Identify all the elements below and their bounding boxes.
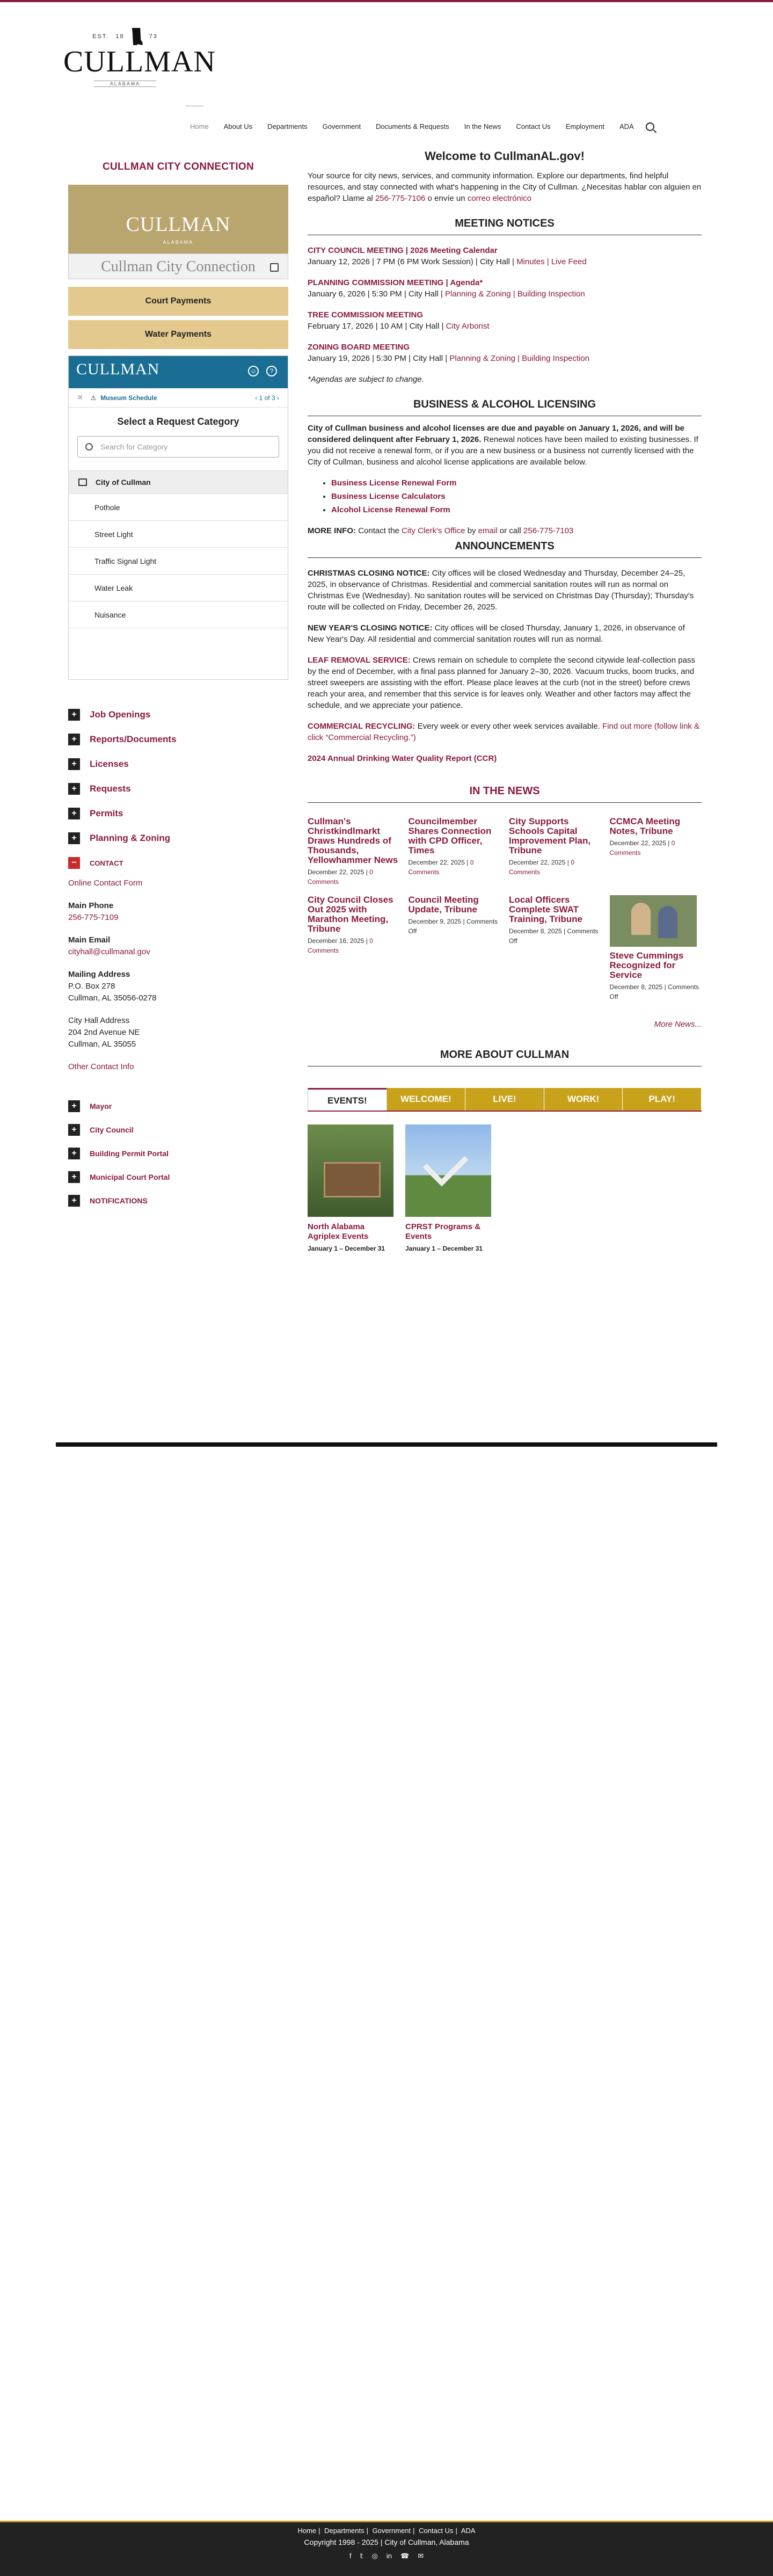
accordion-licenses[interactable] <box>68 752 288 777</box>
connection-sub: ALABAMA <box>163 240 194 245</box>
news-comments[interactable]: 0 Comments <box>408 859 474 876</box>
logo-est <box>63 28 187 45</box>
linkedin-icon[interactable]: in <box>386 2552 392 2560</box>
accordion-contact[interactable] <box>68 855 288 871</box>
announcement <box>308 655 702 711</box>
news-item[interactable]: Cullman's Christkindlmarkt Draws Hundreds of Thousands, Yellowhammer News December 22, 2025 | 0 Comments <box>308 817 400 887</box>
request-header <box>69 356 288 388</box>
announcement-label: CHRISTMAS CLOSING NOTICE: <box>308 569 430 578</box>
meeting-title[interactable]: ZONING BOARD MEETING <box>308 343 410 352</box>
accordion-label: Job Openings <box>90 709 151 720</box>
news-title[interactable]: Councilmember Shares Connection with CPD Officer, Times <box>408 816 492 855</box>
news-heading: IN THE NEWS <box>308 786 702 803</box>
news-comments[interactable]: 0 Comments <box>509 859 574 876</box>
license-text: Renewal notices have been mailed to existing businesses. If you did not receive a renewal form, or if you are a new business or a business not currently licensed with the City of Cullman, business and alcohol license applications are available below. <box>308 435 698 467</box>
meeting-item <box>308 342 702 364</box>
accordion-building-permit[interactable] <box>68 1142 288 1165</box>
nav-about[interactable]: About Us <box>223 122 253 130</box>
mail-line1: P.O. Box 278 <box>68 982 115 991</box>
plus-icon: + <box>68 734 80 745</box>
event-date: January 1 – December 31 <box>405 1245 483 1252</box>
accordion-label: Licenses <box>90 759 129 769</box>
clerk-email-link[interactable]: email <box>478 526 498 535</box>
plus-icon: + <box>68 1124 80 1136</box>
meeting-line: February 17, 2026 | 10 AM | City Hall | <box>308 322 444 331</box>
sidebar <box>68 161 288 1213</box>
footer-link[interactable]: Home <box>297 2527 317 2535</box>
content-bottom-rule <box>56 1442 717 1447</box>
more-info <box>308 525 702 536</box>
expand-icon[interactable] <box>270 263 279 272</box>
announcement-text: Every week or every other week services available. <box>417 722 600 731</box>
news-grid <box>308 817 702 1002</box>
news-title[interactable]: Local Officers Complete SWAT Training, Tribune <box>509 895 582 924</box>
announcement-text: Crews remain on schedule to complete the second citywide leaf-collection pass by the end of December, with a final pass planned for January 2–30, 2026. Vacuum trucks, boom trucks, and street sweepers are assisting with the effort. Please place leaves at the curb (not in the street) before crews reach your area, and remember that this service is for leaves only. Weather and other factors may affect the schedule, and we appreciate your patience. <box>308 656 695 710</box>
intro-email-link[interactable]: correo electrónico <box>467 194 531 203</box>
plus-icon: + <box>68 758 80 770</box>
meeting-line: January 19, 2026 | 5:30 PM | City Hall | <box>308 354 448 363</box>
news-item[interactable]: Steve Cummings Recognized for Service December 8, 2025 | Comments Off <box>610 895 702 1002</box>
event-image[interactable] <box>405 1124 491 1217</box>
search-placeholder: Search for Category <box>100 442 168 451</box>
nav-documents[interactable]: Documents & Requests <box>376 122 449 130</box>
option-traffic-signal[interactable]: Traffic Signal Light <box>69 548 288 575</box>
email-label: Main Email <box>68 935 111 945</box>
contact-block <box>68 877 288 1073</box>
nav-ada[interactable]: ADA <box>619 122 634 130</box>
connection-strip: Cullman City Connection <box>68 253 288 279</box>
tab-events[interactable]: EVENTS! <box>308 1088 387 1111</box>
nav-contact[interactable]: Contact Us <box>516 122 551 130</box>
meetings-heading: MEETING NOTICES <box>308 218 702 235</box>
announcements-heading: ANNOUNCEMENTS <box>308 541 702 558</box>
license-section <box>308 423 702 536</box>
site-logo[interactable] <box>63 28 216 98</box>
news-item[interactable]: CCMCA Meeting Notes, Tribune December 22, 2025 | 0 Comments <box>610 817 702 887</box>
minus-icon: − <box>68 857 80 869</box>
accordion-label: Mayor <box>90 1102 112 1111</box>
announcement-label: LEAF REMOVAL SERVICE: <box>308 656 411 665</box>
news-title[interactable]: City Supports Schools Capital Improvement Plan, Tribune <box>509 816 591 855</box>
news-item[interactable]: City Council Closes Out 2025 with Marathon Meeting, Tribune December 16, 2025 | 0 Comments <box>308 895 400 1002</box>
accordion-requests[interactable] <box>68 777 288 801</box>
news-comments: Comments Off <box>609 983 699 1000</box>
agenda-note: *Agendas are subject to change. <box>308 375 424 384</box>
meeting-item <box>308 309 702 332</box>
hall-line2: Cullman, AL 35055 <box>68 1040 136 1049</box>
news-title[interactable]: Cullman's Christkindlmarkt Draws Hundreds of Thousands, Yellowhammer News <box>308 816 398 865</box>
accordion-label: CONTACT <box>90 859 123 867</box>
accordion-label: Permits <box>90 808 123 818</box>
meeting-links[interactable]: Minutes | Live Feed <box>516 257 587 266</box>
plus-icon: + <box>68 1195 80 1207</box>
recycling-link[interactable]: Find out more (follow link & click “Commercial Recycling.”) <box>308 722 699 742</box>
footer-link[interactable]: Contact Us <box>419 2527 454 2535</box>
license-link[interactable]: Business License Renewal Form <box>331 478 457 488</box>
news-title[interactable]: Steve Cummings Recognized for Service <box>609 950 684 980</box>
accordion-planning[interactable] <box>68 826 288 851</box>
plus-icon: + <box>68 1148 80 1159</box>
footer-link[interactable]: Government <box>372 2527 411 2535</box>
plus-icon: + <box>68 832 80 844</box>
news-comments: Comments Off <box>509 927 599 945</box>
tab-welcome[interactable]: WELCOME! <box>387 1088 466 1111</box>
logo-name: CULLMAN <box>63 45 216 78</box>
announcement-label: COMMERCIAL RECYCLING: <box>308 722 415 731</box>
accordion-council[interactable] <box>68 1118 288 1142</box>
nav-divider <box>185 105 203 107</box>
announcement <box>308 622 702 645</box>
plus-icon: + <box>68 1100 80 1112</box>
news-date: December 8, 2025 <box>609 983 663 991</box>
request-title: Select a Request Category <box>117 416 239 427</box>
news-date: December 22, 2025 <box>308 868 364 876</box>
intro-text <box>308 170 702 204</box>
pager[interactable]: ‹ 1 of 3 › <box>255 394 279 402</box>
more-info-or: or call <box>499 526 521 535</box>
meeting-links[interactable]: Planning & Zoning | Building Inspection <box>444 289 585 299</box>
court-payments-button[interactable]: Court Payments <box>68 287 288 316</box>
category-city[interactable] <box>69 470 288 494</box>
license-link[interactable]: Business License Calculators <box>331 492 446 501</box>
request-subbar <box>69 388 288 408</box>
news-comments[interactable]: 0 Comments <box>308 937 373 954</box>
accordion-mayor[interactable] <box>68 1094 288 1118</box>
intro-phone-link[interactable]: 256-775-7106 <box>375 194 426 203</box>
logo-year2: 73 <box>149 33 158 40</box>
phone-icon[interactable]: ☎ <box>400 2552 410 2560</box>
category-label: City of Cullman <box>96 478 151 487</box>
footer-link[interactable]: Departments <box>324 2527 364 2535</box>
main-nav <box>183 119 654 134</box>
news-item[interactable]: City Supports Schools Capital Improvement Plan, Tribune December 22, 2025 | 0 Comments <box>509 817 601 887</box>
clerk-link[interactable]: City Clerk's Office <box>402 526 465 535</box>
search-icon <box>85 443 93 451</box>
announcement <box>308 568 702 613</box>
instagram-icon[interactable]: ◎ <box>371 2552 378 2560</box>
accordion-label: Municipal Court Portal <box>90 1173 170 1181</box>
accordion-label: Building Permit Portal <box>90 1149 169 1158</box>
news-date: December 22, 2025 <box>609 839 666 847</box>
contact-form-link[interactable]: Online Contact Form <box>68 879 143 888</box>
warning-icon: ⚠ <box>90 394 97 402</box>
news-comments[interactable]: 0 Comments <box>308 868 373 886</box>
event-title[interactable]: CPRST Programs & Events <box>405 1222 481 1241</box>
request-logo: CULLMAN <box>76 360 160 378</box>
building-icon <box>78 478 87 486</box>
accordion-label: Planning & Zoning <box>90 833 171 843</box>
accordion-permits[interactable] <box>68 801 288 826</box>
plus-icon: + <box>68 783 80 795</box>
plus-icon: + <box>68 808 80 819</box>
announcement-text: City offices will be closed Wednesday and Thursday, December 24–25, 2025, in observance of Christmas. Residential and commercial sanitation routes will run as normal on Christmas Eve (Wednesday). No sanitation routes will be serviced on Christmas Day (Thursday); Thursday's route will be collected on Friday, December 26, 2025. <box>308 569 694 612</box>
more-info-text: Contact the <box>358 526 399 535</box>
license-heading: BUSINESS & ALCOHOL LICENSING <box>308 399 702 416</box>
tab-live[interactable]: LIVE! <box>465 1088 544 1111</box>
accordion-municipal-court[interactable] <box>68 1165 288 1189</box>
announcement-label: NEW YEAR'S CLOSING NOTICE: <box>308 623 433 633</box>
accordion-jobs[interactable] <box>68 702 288 727</box>
schedule-link[interactable]: Museum Schedule <box>100 394 157 402</box>
meeting-title[interactable]: CITY COUNCIL MEETING | 2026 Meeting Calendar <box>308 246 498 255</box>
news-item[interactable]: Council Meeting Update, Tribune December 9, 2025 | Comments Off <box>409 895 501 1002</box>
news-date: December 16, 2025 <box>308 937 364 945</box>
news-comments[interactable]: 0 Comments <box>609 839 675 857</box>
option-pothole[interactable]: Pothole <box>69 494 288 521</box>
news-item[interactable]: Councilmember Shares Connection with CPD Officer, Times December 22, 2025 | 0 Comments <box>409 817 501 887</box>
about-tabs <box>308 1088 702 1112</box>
nav-news[interactable]: In the News <box>464 122 501 130</box>
email-link[interactable]: cityhall@cullmanal.gov <box>68 947 150 956</box>
accordion-notifications[interactable] <box>68 1189 288 1213</box>
social-links <box>0 2552 773 2560</box>
twitter-icon[interactable]: 𝕥 <box>360 2552 363 2560</box>
pager-label: 1 of 3 <box>259 394 275 402</box>
city-connection-banner[interactable] <box>68 185 288 279</box>
more-news-link[interactable]: More News... <box>654 1020 702 1029</box>
meeting-links[interactable]: Planning & Zoning | Building Inspection <box>449 354 590 363</box>
welcome-heading: Welcome to CullmanAL.gov! <box>425 149 585 163</box>
plus-icon: + <box>68 709 80 721</box>
intro-body: Your source for city news, services, and community information. Explore our departments, find helpful resources, and stay connected with what's happening in the City of Cullman. ¿Necesitas hablar con alguien en español? Llame al <box>308 171 702 203</box>
accordion-label: NOTIFICATIONS <box>90 1196 148 1205</box>
news-date: December 22, 2025 <box>509 859 566 866</box>
main-content <box>308 150 702 1253</box>
connection-logo: CULLMAN <box>126 213 231 236</box>
license-bold: City of Cullman business and alcohol licenses are due and payable on January 1, 2026, and will be considered delinquent after February 1, 2026. <box>308 424 684 444</box>
announcement <box>308 721 702 743</box>
hall-label: City Hall Address <box>68 1016 130 1025</box>
option-water-leak[interactable]: Water Leak <box>69 575 288 601</box>
plus-icon: + <box>68 1171 80 1183</box>
news-date: December 22, 2025 <box>408 859 465 866</box>
account-icon[interactable]: ☺ <box>248 366 259 376</box>
mail-line2: Cullman, AL 35056-0278 <box>68 993 157 1003</box>
announcements <box>308 568 702 764</box>
nav-government[interactable]: Government <box>322 122 361 130</box>
news-comments: Comments Off <box>408 918 498 935</box>
sidebar-accordion2 <box>68 1094 288 1213</box>
close-icon[interactable]: × <box>77 392 83 403</box>
tab-play[interactable]: PLAY! <box>623 1088 702 1111</box>
nav-departments[interactable]: Departments <box>267 122 308 130</box>
meeting-links[interactable]: City Arborist <box>446 322 490 331</box>
meeting-title[interactable]: TREE COMMISSION MEETING <box>308 310 424 320</box>
hall-line1: 204 2nd Avenue NE <box>68 1028 140 1037</box>
category-search-input[interactable] <box>77 436 279 458</box>
more-info-label: MORE INFO: <box>308 526 356 535</box>
news-title[interactable]: City Council Closes Out 2025 with Marathon Meeting, Tribune <box>308 895 393 934</box>
event-card[interactable] <box>405 1124 491 1253</box>
clerk-phone-link[interactable]: 256-775-7103 <box>523 526 574 535</box>
water-report-link[interactable]: 2024 Annual Drinking Water Quality Report (CCR) <box>308 754 497 763</box>
sidebar-title: CULLMAN CITY CONNECTION <box>102 161 254 172</box>
site-footer <box>0 2521 773 2576</box>
logo-est-label: EST. <box>92 33 110 40</box>
news-title[interactable]: CCMCA Meeting Notes, Tribune <box>609 816 681 836</box>
license-link[interactable]: Alcohol License Renewal Form <box>331 505 450 514</box>
meeting-line: January 12, 2026 | 7 PM (6 PM Work Session) | City Hall | <box>308 257 514 266</box>
tab-work[interactable]: WORK! <box>544 1088 623 1111</box>
logo-state: ALABAMA <box>94 81 157 87</box>
accordion-label: Requests <box>90 783 131 794</box>
event-card[interactable] <box>308 1124 393 1253</box>
phone-label: Main Phone <box>68 901 114 910</box>
news-date: December 9, 2025 <box>408 918 462 925</box>
accordion-reports[interactable] <box>68 727 288 752</box>
meeting-item <box>308 245 702 267</box>
facebook-icon[interactable]: f <box>349 2552 352 2560</box>
search-icon[interactable] <box>646 122 654 131</box>
license-links <box>331 477 702 516</box>
water-payments-button[interactable]: Water Payments <box>68 320 288 349</box>
top-accent-bar <box>0 0 773 2</box>
help-icon[interactable]: ? <box>266 366 277 376</box>
other-contact-link[interactable]: Other Contact Info <box>68 1062 134 1071</box>
mail-icon[interactable]: ✉ <box>418 2552 424 2560</box>
mail-label: Mailing Address <box>68 970 130 979</box>
events-list <box>308 1124 702 1253</box>
alabama-map-icon <box>131 28 143 45</box>
accordion-label: Reports/Documents <box>90 734 177 744</box>
news-date: December 8, 2025 <box>509 927 562 935</box>
more-about-heading: MORE ABOUT CULLMAN <box>308 1049 702 1066</box>
news-item[interactable]: Local Officers Complete SWAT Training, Tribune December 8, 2025 | Comments Off <box>509 895 601 1002</box>
nav-home[interactable]: Home <box>190 122 209 130</box>
more-info-by: by <box>467 526 476 535</box>
phone-link[interactable]: 256-775-7109 <box>68 913 119 922</box>
event-date: January 1 – December 31 <box>308 1245 385 1252</box>
footer-link[interactable]: ADA <box>461 2527 476 2535</box>
footer-links: Home | Departments | Government | Contact Us | ADA <box>297 2527 476 2535</box>
meeting-line: January 6, 2026 | 5:30 PM | City Hall | <box>308 289 443 299</box>
news-title[interactable]: Council Meeting Update, Tribune <box>408 895 479 915</box>
announcement-text: City offices will be closed Thursday, January 1, 2026, in observance of New Year's Day. All residential and commercial sanitation routes will run as normal. <box>308 623 685 644</box>
logo-year1: 18 <box>115 33 125 40</box>
option-nuisance[interactable]: Nuisance <box>69 601 288 628</box>
meeting-item <box>308 277 702 300</box>
event-image[interactable] <box>308 1124 393 1217</box>
nav-employment[interactable]: Employment <box>565 122 604 130</box>
accordion-label: City Council <box>90 1126 134 1134</box>
copyright: Copyright 1998 - 2025 | City of Cullman, Alabama <box>304 2538 469 2546</box>
news-photo[interactable] <box>610 895 697 947</box>
sidebar-accordion <box>68 702 288 871</box>
intro-mid: o envíe un <box>427 194 465 203</box>
event-title[interactable]: North Alabama Agriplex Events <box>308 1222 369 1241</box>
option-street-light[interactable]: Street Light <box>69 521 288 548</box>
meeting-title[interactable]: PLANNING COMMISSION MEETING | Agenda* <box>308 278 483 287</box>
request-widget <box>68 355 288 680</box>
